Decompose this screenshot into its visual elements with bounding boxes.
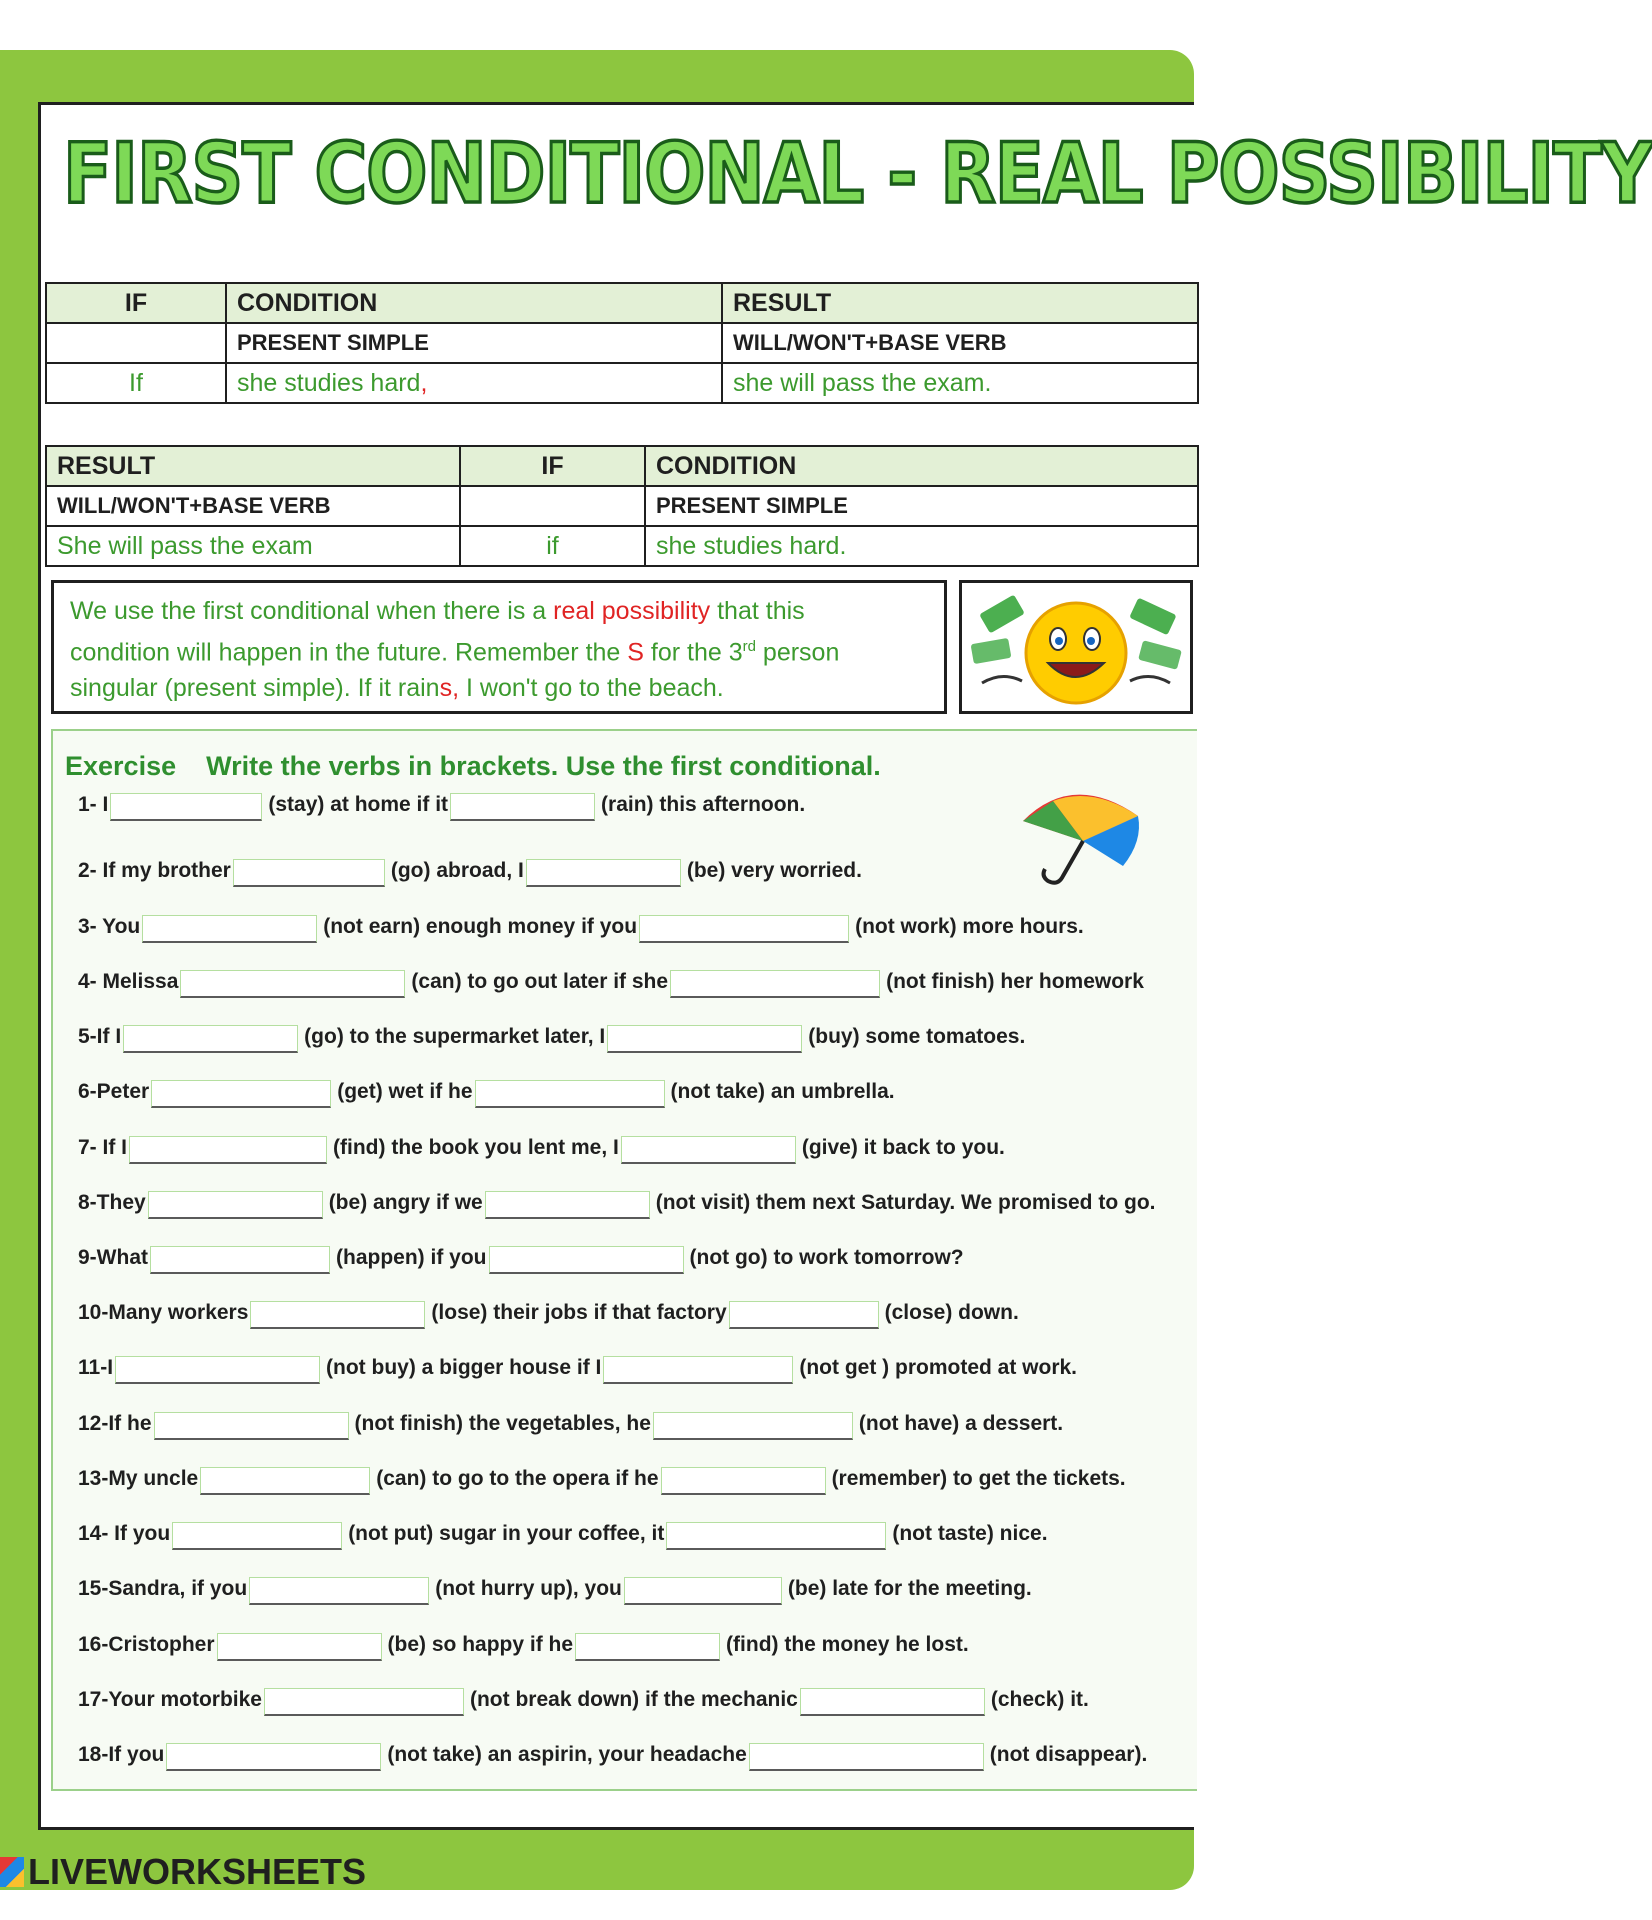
- item-prefix: 6-Peter: [78, 1080, 150, 1103]
- item-suffix: (rain) this afternoon.: [601, 793, 806, 816]
- example-cell: if: [460, 526, 645, 566]
- answer-input[interactable]: [666, 1522, 886, 1550]
- item-prefix: 12-If he: [78, 1412, 152, 1435]
- answer-input[interactable]: [639, 915, 849, 943]
- exercise-item: [78, 1627, 969, 1661]
- item-prefix: 11-I: [78, 1356, 114, 1379]
- answer-input[interactable]: [800, 1688, 985, 1716]
- if-condition-result-table: [45, 282, 1199, 404]
- text: person: [755, 638, 840, 667]
- answer-input[interactable]: [475, 1080, 665, 1108]
- exercise-item: [78, 1350, 1077, 1384]
- answer-input[interactable]: [575, 1633, 720, 1661]
- item-prefix: 7- If I: [78, 1136, 128, 1159]
- answer-input[interactable]: [200, 1467, 370, 1495]
- item-prefix: 10-Many workers: [78, 1301, 249, 1324]
- highlight-text: real possibility: [553, 597, 711, 625]
- structure-cell: WILL/WON'T+BASE VERB: [46, 486, 460, 526]
- item-middle: (be) so happy if he: [387, 1633, 574, 1656]
- item-middle: (happen) if you: [336, 1246, 487, 1269]
- explanation-line: [70, 593, 928, 629]
- footer-brand: LIVEWORKSHEETS: [28, 1851, 367, 1892]
- item-middle: (not hurry up), you: [435, 1577, 622, 1600]
- item-prefix: 16-Cristopher: [78, 1633, 215, 1656]
- exercise-item: [78, 1461, 1126, 1495]
- item-middle: (go) to the supermarket later, I: [304, 1025, 606, 1048]
- example-cell: She will pass the exam: [46, 526, 460, 566]
- structure-cell: PRESENT SIMPLE: [226, 323, 722, 363]
- item-suffix: (be) late for the meeting.: [787, 1577, 1032, 1600]
- highlight-text: s,: [439, 674, 460, 703]
- table-header-row: [46, 283, 1198, 323]
- exercise-item: [78, 1019, 1025, 1053]
- text: We use the first conditional when there is a: [70, 597, 554, 625]
- text: that this: [710, 597, 805, 625]
- answer-input[interactable]: [729, 1301, 879, 1329]
- exercise-item: [78, 787, 805, 821]
- exercise-item: [78, 853, 862, 887]
- example-condition: she studies hard: [237, 368, 421, 397]
- item-suffix: (check) it.: [990, 1688, 1089, 1711]
- item-suffix: (be) very worried.: [686, 859, 862, 882]
- exercise-label: Exercise: [65, 751, 177, 781]
- answer-input[interactable]: [749, 1743, 984, 1771]
- item-prefix: 14- If you: [78, 1522, 171, 1545]
- answer-input[interactable]: [670, 970, 880, 998]
- exercise-item: [78, 1185, 1156, 1219]
- item-middle: (not finish) the vegetables, he: [354, 1412, 651, 1435]
- exercise-instruction: Write the verbs in brackets. Use the first conditional.: [206, 751, 881, 781]
- item-prefix: 15-Sandra, if you: [78, 1577, 248, 1600]
- liveworksheets-logo-icon: [0, 1857, 24, 1887]
- answer-input[interactable]: [653, 1412, 853, 1440]
- item-prefix: 13-My uncle: [78, 1467, 199, 1490]
- answer-input[interactable]: [249, 1577, 429, 1605]
- item-prefix: 18-If you: [78, 1743, 165, 1766]
- structure-cell: PRESENT SIMPLE: [645, 486, 1198, 526]
- item-middle: (lose) their jobs if that factory: [431, 1301, 727, 1324]
- example-cell: she will pass the exam.: [722, 363, 1198, 403]
- worksheet-content: [38, 102, 1652, 1830]
- exercise-section: [51, 729, 1197, 1791]
- answer-input[interactable]: [180, 970, 405, 998]
- item-prefix: 8-They: [78, 1191, 146, 1214]
- item-prefix: 2- If my brother: [78, 859, 231, 882]
- item-suffix: (not taste) nice.: [892, 1522, 1048, 1545]
- item-suffix: (give) it back to you.: [801, 1136, 1005, 1159]
- liveworksheets-footer: [0, 1847, 366, 1897]
- item-suffix: (buy) some tomatoes.: [808, 1025, 1026, 1048]
- text: singular (present simple). If it rain: [70, 674, 440, 703]
- header-cell: RESULT: [722, 283, 1198, 323]
- table-header-row: [46, 446, 1198, 486]
- exercise-item: [78, 1074, 895, 1108]
- answer-input[interactable]: [624, 1577, 782, 1605]
- item-middle: (get) wet if he: [337, 1080, 473, 1103]
- item-middle: (can) to go to the opera if he: [376, 1467, 659, 1490]
- table-example-row: [46, 363, 1198, 403]
- happy-face-money-illustration: [959, 580, 1193, 714]
- item-suffix: (not have) a dessert.: [858, 1412, 1064, 1435]
- umbrella-icon: [1013, 781, 1153, 891]
- item-suffix: (not get ) promoted at work.: [799, 1356, 1078, 1379]
- exercise-item: [78, 1240, 964, 1274]
- exercise-heading: [65, 751, 911, 782]
- exercise-item: [78, 1516, 1048, 1550]
- item-suffix: (not disappear).: [989, 1743, 1148, 1766]
- item-suffix: (close) down.: [884, 1301, 1019, 1324]
- exercise-item: [78, 1737, 1147, 1771]
- answer-input[interactable]: [148, 1191, 323, 1219]
- answer-input[interactable]: [166, 1743, 381, 1771]
- answer-input[interactable]: [607, 1025, 802, 1053]
- explanation-line: [70, 670, 928, 706]
- answer-input[interactable]: [151, 1080, 331, 1108]
- answer-input[interactable]: [264, 1688, 464, 1716]
- header-cell: CONDITION: [226, 283, 722, 323]
- item-middle: (find) the book you lent me, I: [333, 1136, 619, 1159]
- superscript: rd: [742, 638, 756, 655]
- text: condition will happen in the future. Remember the: [70, 638, 628, 667]
- answer-input[interactable]: [172, 1522, 342, 1550]
- answer-input[interactable]: [154, 1412, 349, 1440]
- header-cell: IF: [460, 446, 645, 486]
- example-cell: [226, 363, 722, 403]
- structure-cell: [46, 323, 226, 363]
- exercise-item: [78, 1571, 1032, 1605]
- result-if-condition-table: [45, 445, 1199, 567]
- header-cell: IF: [46, 283, 226, 323]
- item-suffix: (remember) to get the tickets.: [831, 1467, 1126, 1490]
- answer-input[interactable]: [110, 793, 262, 821]
- answer-input[interactable]: [150, 1246, 330, 1274]
- worksheet-frame: [0, 50, 1652, 1892]
- structure-cell: [460, 486, 645, 526]
- item-middle: (can) to go out later if she: [411, 970, 669, 993]
- answer-input[interactable]: [142, 915, 317, 943]
- item-prefix: 9-What: [78, 1246, 148, 1269]
- example-cell: she studies hard.: [645, 526, 1198, 566]
- item-prefix: 17-Your motorbike: [78, 1688, 262, 1711]
- structure-cell: WILL/WON'T+BASE VERB: [722, 323, 1198, 363]
- answer-input[interactable]: [661, 1467, 826, 1495]
- item-suffix: (not go) to work tomorrow?: [689, 1246, 964, 1269]
- answer-input[interactable]: [129, 1136, 327, 1164]
- table-structure-row: [46, 486, 1198, 526]
- item-prefix: 1- I: [78, 793, 109, 816]
- item-middle: (be) angry if we: [328, 1191, 483, 1214]
- answer-input[interactable]: [621, 1136, 796, 1164]
- exercise-item: [78, 1130, 1005, 1164]
- exercise-item: [78, 1406, 1063, 1440]
- explanation-line: [70, 629, 928, 670]
- item-middle: (stay) at home if it: [268, 793, 449, 816]
- header-cell: RESULT: [46, 446, 460, 486]
- exercise-item: [78, 909, 1084, 943]
- header-cell: CONDITION: [645, 446, 1198, 486]
- comma-highlight: ,: [420, 368, 428, 397]
- item-prefix: 5-If I: [78, 1025, 122, 1048]
- item-middle: (not take) an aspirin, your headache: [387, 1743, 747, 1766]
- item-suffix: (not take) an umbrella.: [670, 1080, 895, 1103]
- text: for the 3: [643, 638, 743, 667]
- answer-input[interactable]: [526, 859, 681, 887]
- answer-input[interactable]: [250, 1301, 425, 1329]
- exercise-item: [78, 1295, 1019, 1329]
- example-cell: If: [46, 363, 226, 403]
- item-middle: (not earn) enough money if you: [323, 915, 638, 938]
- item-middle: (not break down) if the mechanic: [469, 1688, 798, 1711]
- exercise-item: [78, 1682, 1089, 1716]
- answer-input[interactable]: [123, 1025, 298, 1053]
- item-middle: (not put) sugar in your coffee, it: [348, 1522, 665, 1545]
- answer-input[interactable]: [485, 1191, 650, 1219]
- table-structure-row: [46, 323, 1198, 363]
- answer-input[interactable]: [603, 1356, 793, 1384]
- answer-input[interactable]: [489, 1246, 684, 1274]
- answer-input[interactable]: [233, 859, 385, 887]
- highlight-text: S: [627, 638, 644, 667]
- smiley-money-icon: [962, 583, 1190, 711]
- answer-input[interactable]: [217, 1633, 382, 1661]
- item-suffix: (not visit) them next Saturday. We promised to go.: [655, 1191, 1156, 1214]
- item-suffix: (not finish) her homework: [886, 970, 1144, 993]
- item-middle: (not buy) a bigger house if I: [326, 1356, 602, 1379]
- item-prefix: 4- Melissa: [78, 970, 179, 993]
- answer-input[interactable]: [115, 1356, 320, 1384]
- item-middle: (go) abroad, I: [390, 859, 524, 882]
- item-suffix: (find) the money he lost.: [726, 1633, 969, 1656]
- text: I won't go to the beach.: [459, 674, 724, 703]
- exercise-item: [78, 964, 1144, 998]
- item-suffix: (not work) more hours.: [855, 915, 1084, 938]
- worksheet-title: FIRST CONDITIONAL - REAL POSSIBILITY: [63, 125, 1652, 222]
- item-prefix: 3- You: [78, 915, 141, 938]
- answer-input[interactable]: [450, 793, 595, 821]
- explanation-box: [51, 580, 947, 714]
- table-example-row: [46, 526, 1198, 566]
